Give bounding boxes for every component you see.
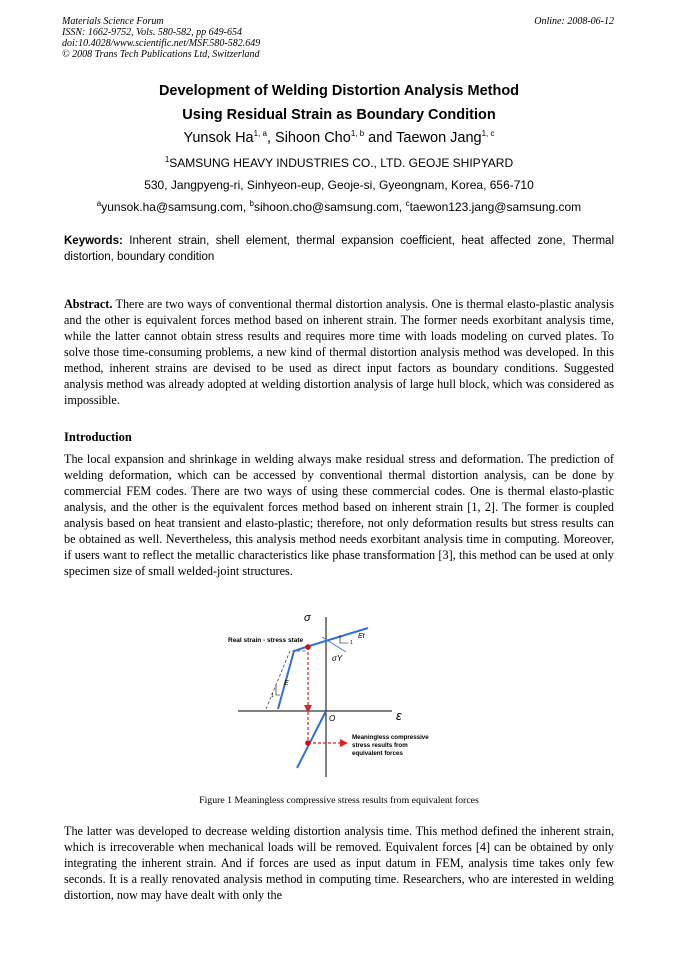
e-one-label: 1 bbox=[271, 693, 274, 699]
section-heading-introduction: Introduction bbox=[64, 430, 132, 444]
email-link[interactable]: yunsok.ha@samsung.com bbox=[101, 200, 243, 214]
email-sup: a bbox=[96, 199, 102, 208]
figure-caption: Figure 1 Meaningless compressive stress results from equivalent forces bbox=[199, 795, 479, 806]
author-name: Yunsok Ha bbox=[183, 130, 254, 146]
et-one-label: 1 bbox=[350, 640, 353, 646]
email-link[interactable]: sihoon.cho@samsung.com bbox=[253, 200, 399, 214]
author-sup: 1, c bbox=[481, 129, 495, 139]
keywords-text: Inherent strain, shell element, thermal expansion coefficient, heat affected zone, Thermal distortion, boundary condition bbox=[64, 235, 614, 263]
epsilon-axis-label: ε bbox=[396, 708, 402, 723]
journal-name: Materials Science Forum bbox=[62, 16, 164, 27]
title-line-2: Using Residual Strain as Boundary Condition bbox=[182, 107, 496, 123]
title-line-1: Development of Welding Distortion Analysis Method bbox=[158, 83, 520, 99]
author-name: Taewon Jang bbox=[396, 130, 482, 146]
author-list bbox=[0, 130, 678, 146]
issn-line: ISSN: 1662-9752, Vols. 580-582, pp 649-654 bbox=[62, 27, 242, 38]
sigma-axis-label: σ bbox=[304, 612, 311, 624]
email-line: $^a$yunsok.ha@samsung.com, $^b$sihoon.cho@samsung.com, $^c$taewon123.jang@samsung.com bbox=[96, 199, 582, 214]
compressive-state-point bbox=[305, 740, 311, 746]
abstract-label: Abstract. bbox=[64, 297, 113, 311]
stress-strain-figure bbox=[222, 605, 462, 785]
affiliation-sup: 1 bbox=[164, 155, 170, 164]
intro-paragraph-2: The latter was developed to decrease welding distortion analysis time. This method defined the inherent strain, which is irrecoverable when mechanical loads will be removed. Equivalent forces [4] can be obtained by only integrating the inherent strain. And if forces are used as input datum in FEM, analysis time takes only few seconds. It is a really renovated analysis method in computing time. Researchers, who are interested in welding distortion, now may have dealt with only the bbox=[64, 824, 614, 902]
doi-line: doi:10.4028/www.scientific.net/MSF.580-582.649 bbox=[62, 38, 261, 49]
abstract bbox=[64, 296, 614, 408]
author-name: Sihoon Cho bbox=[275, 130, 351, 146]
meaningless-label-line-2: stress results from bbox=[352, 742, 408, 749]
intro-paragraph-1: The local expansion and shrinkage in welding always make residual stress and deformation. The prediction of welding deformation, which can be accessed by conventional thermal distortion analysis, can be done by commercial FEM codes. There are two ways of using these commercial codes. One is thermal elasto-plastic analysis, and the other is the equivalent forces method based on inherent strain [1, 2]. The former is coupled analysis based on heat transient and elasto-plastic; therefore, not only deformation results but stress results can be obtained as well. Nevertheless, this analysis method needs exorbitant analysis time in computing. Moreover, if users want to reflect the metallic characteristics like phase transformation [3], this method can be used at only specimen size of small welded-joint structures. bbox=[64, 452, 614, 578]
author-joiner: and bbox=[364, 130, 397, 146]
origin-label: O bbox=[329, 714, 336, 723]
et-label: Et bbox=[358, 633, 365, 640]
keywords bbox=[64, 233, 614, 265]
red-arrowhead bbox=[340, 739, 348, 747]
affiliation-company-line bbox=[0, 156, 678, 170]
author-sup: 1, a bbox=[253, 129, 267, 139]
author-sup: 1, b bbox=[350, 129, 365, 139]
meaningless-label-line-1: Meaningless compressive bbox=[352, 734, 429, 741]
meaningless-label-line-3: equivalent forces bbox=[352, 750, 403, 757]
author-joiner: , bbox=[266, 130, 276, 146]
keywords-label: Keywords: bbox=[64, 235, 123, 247]
sigma-y-label: σY bbox=[332, 654, 343, 663]
red-arrowhead-down bbox=[304, 705, 312, 713]
affiliation-company: SAMSUNG HEAVY INDUSTRIES CO., LTD. GEOJE SHIPYARD bbox=[169, 156, 514, 170]
online-date: Online: 2008-06-12 bbox=[534, 16, 614, 27]
real-state-label: Real strain - stress state bbox=[228, 637, 304, 644]
e-slope-triangle bbox=[276, 685, 280, 695]
email-sup: b bbox=[249, 199, 254, 208]
compressive-line bbox=[297, 711, 326, 768]
email-link[interactable]: taewon123.jang@samsung.com bbox=[409, 200, 582, 214]
real-state-point bbox=[305, 644, 311, 650]
copyright-line: © 2008 Trans Tech Publications Ltd, Switzerland bbox=[62, 49, 260, 60]
e-label: E bbox=[284, 680, 289, 687]
abstract-text: There are two ways of conventional thermal distortion analysis. One is thermal elasto-plastic analysis and the other is equivalent forces method based on inherent strain. The former needs exorbitant analysis time, while the latter cannot obtain stress results and requires more time with loads modeling on curved plates. To solve those time-consuming problems, a new kind of thermal distortion analysis method was developed. In this method, inherent strains are devised to be used as direct input factors as boundary conditions. Suggested analysis method was already adopted at welding distortion analysis of large hull block, which was considered as impossible. bbox=[64, 297, 614, 407]
email-sup: c bbox=[405, 199, 410, 208]
affiliation-address: 530, Jangpyeng-ri, Sinhyeon-eup, Geoje-si, Gyeongnam, Korea, 656-710 bbox=[144, 178, 534, 192]
